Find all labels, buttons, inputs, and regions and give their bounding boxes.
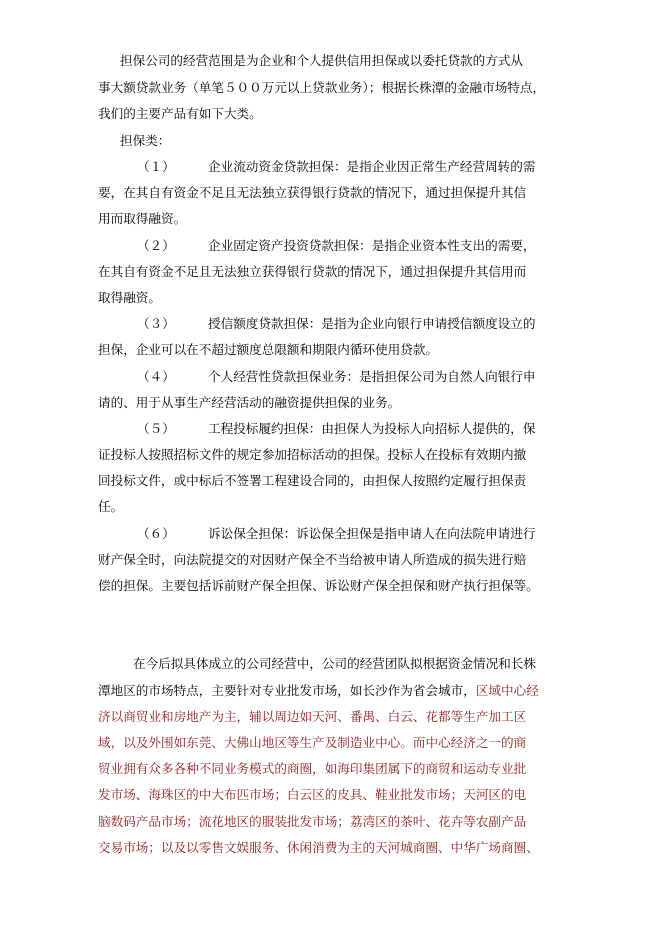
plan-red-line-6: 交易市场；以及以零售文娱服务、休闲消费为主的天河城商圈、中华广场商圈、: [98, 840, 539, 855]
item-5-number: （５）: [137, 421, 175, 436]
item-1-number: （１）: [137, 159, 175, 174]
plan-red-line-5: 脑数码产品市场；流花地区的服装批发市场；荔湾区的茶叶、花卉等农副产品: [98, 814, 527, 829]
plan-red-line-3: 贸业拥有众多各种不同业务模式的商圈，如海印集团属下的商贸和运动专业批: [98, 761, 527, 776]
item-5-first-line: 工程投标履约担保：由担保人为投标人向招标人提供的，保: [208, 421, 536, 436]
intro-line-2: 事大额贷款业务（单笔５００万元以上贷款业务）；根据长株潭的金融市场特点，: [98, 80, 546, 95]
item-6-line-3: 偿的担保。主要包括诉前财产保全担保、诉讼财产保全担保和财产执行担保等。: [98, 578, 539, 593]
plan-line-2-red: 区域中心经: [475, 683, 539, 698]
item-1-first-line: 企业流动资金贷款担保：是指企业因正常生产经营周转的需: [208, 159, 536, 174]
item-5-line-3: 回投标文件，或中标后不签署工程建设合同的，由担保人按照约定履行担保责: [98, 473, 527, 488]
plan-line-1: 在今后拟具体成立的公司经营中，公司的经营团队拟根据资金情况和长株: [133, 656, 536, 671]
item-2-number: （２）: [137, 238, 175, 253]
plan-red-line-1: 济以商贸业和房地产为主，辅以周边如天河、番禺、白云、花都等生产加工区: [98, 709, 527, 724]
item-4-number: （４）: [137, 369, 175, 384]
item-5-line-2: 证投标人按照招标文件的规定参加招标活动的担保。投标人在投标有效期内撤: [98, 447, 527, 462]
item-1-line-3: 用而取得融资。: [98, 211, 187, 226]
plan-line-2-black: 潭地区的市场特点，主要针对专业批发市场，如长沙作为省会城市，: [98, 683, 476, 698]
item-6-first-line: 诉讼保全担保：诉讼保全担保是指申请人在向法院申请进行: [208, 526, 536, 541]
intro-line-1: 担保公司的经营范围是为企业和个人提供信用担保或以委托贷款的方式从: [120, 53, 523, 68]
intro-line-3: 我们的主要产品有如下大类。: [98, 106, 262, 121]
item-2-line-3: 取得融资。: [98, 290, 161, 305]
plan-line-2: [98, 683, 539, 699]
item-3-number: （３）: [137, 316, 175, 331]
plan-red-line-4: 发市场、海珠区的中大布匹市场；白云区的皮具、鞋业批发市场；天河区的电: [98, 787, 527, 802]
item-4-first-line: 个人经营性贷款担保业务：是指担保公司为自然人向银行申: [208, 369, 536, 384]
item-1-line-2: 要，在其自有资金不足且无法独立获得银行贷款的情况下，通过担保提升其信: [98, 185, 527, 200]
item-5-line-4: 任。: [98, 499, 124, 514]
item-6-line-2: 财产保全时，向法院提交的对因财产保全不当给被申请人所造成的损失进行赔: [98, 552, 527, 567]
item-2-first-line: 企业固定资产投资贷款担保：是指企业资本性支出的需要，: [208, 238, 536, 253]
item-2-line-2: 在其自有资金不足且无法独立获得银行贷款的情况下，通过担保提升其信用而: [98, 264, 527, 279]
item-4-line-2: 请的、用于从事生产经营活动的融资提供担保的业务。: [98, 395, 401, 410]
item-3-first-line: 授信额度贷款担保：是指为企业向银行申请授信额度设立的: [208, 316, 536, 331]
section-heading: 担保类：: [120, 133, 171, 148]
item-3-line-2: 担保，企业可以在不超过额度总限额和期限内循环使用贷款。: [98, 342, 439, 357]
item-6-number: （６）: [137, 526, 175, 541]
plan-red-line-2: 域，以及外围如东莞、大佛山地区等生产及制造业中心。而中心经济之一的商: [98, 735, 527, 750]
